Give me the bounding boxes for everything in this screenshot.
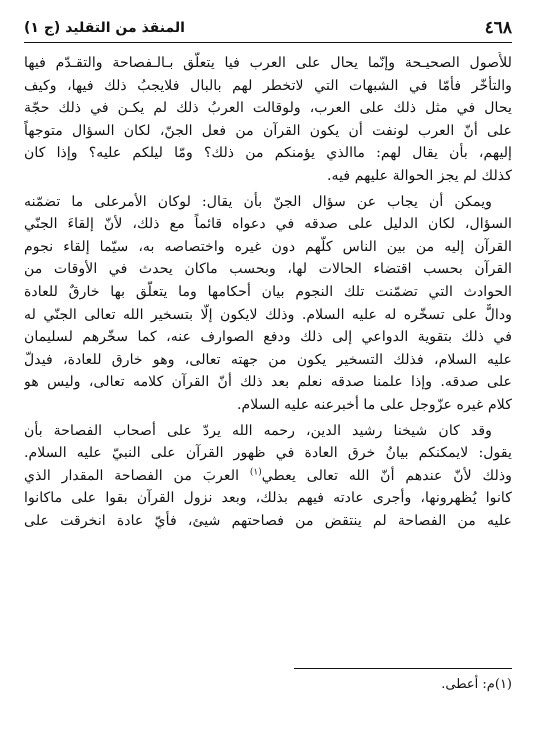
text-line: كذلك لم يجز الحوالة عليهم فيه. (327, 167, 512, 184)
text-line: ويمكن أن يجاب عن سؤال الجنّ بأن يقال: لوكان الأمرعلى ما تضمّنه (24, 193, 492, 210)
text-line: السؤال، لكان الدليل على صدقه في دعواه قائماً مع ذلك، لأنّ إلقاءَ الجنّي (24, 216, 512, 233)
book-page (24, 12, 512, 722)
paragraph-2 (24, 191, 512, 417)
text-line: يقول: لايمكنكم بيانُ خرق العادة في ظهور القرآن على النبيّ عليه السلام. (24, 445, 512, 462)
text-line: عليه السلام، فذلك التسخير يكون من جهته تعالى، وهو خارق للعادة، فيدلّ (24, 351, 512, 368)
page-number: ٤٦٨ (484, 18, 512, 38)
header-rule (24, 42, 512, 43)
line-segment: وذلك لأنّ عندهم أنّ الله تعالى يعطي$^{(١)}$ العربَ من الفصاحة المقدار الذي (24, 466, 512, 484)
text-line: كلام غيره عزّوجل على ما أخبرعنه عليه السلام. (236, 396, 512, 413)
text-line: القرآن إليه من بين الناس كلّهم دون غيره واختصاصه به، سيّما إلقاء نجوم (24, 238, 512, 255)
text-line: إليهم، بأن يقال لهم: ماالذي يؤمنكم من ذلك؟ ومّا ليلكم عليه؟ وإذا كان (24, 145, 512, 162)
text-line: على صدقه. وإذا علمنا صدقه نعلم بعد ذلك أنّ القرآن كلامه تعالى، وليس هو (24, 374, 512, 391)
footnote: (١)م: أعطى. (441, 677, 512, 692)
paragraph-1 (24, 52, 512, 188)
footnote-marker: (١) (249, 466, 262, 477)
running-title: المنقذ من التقليد (ج ١) (24, 20, 185, 36)
paragraph-3 (24, 420, 512, 533)
text-line: عليه من الفصاحة لم ينتقض من فصاحتهم شيئ، فأيّ عادة انخرقت على (24, 512, 512, 529)
text-line: الحوادث التي تضمّنت تلك النجوم بيان أحكامها وما يتعلّق بها خارقٌ للعادة (24, 283, 512, 300)
text-line-with-footnote (24, 465, 512, 488)
text-line: والتأخّر فأمّا في الشبهات التي لاتخطر لهم بالبال فلايجبُ ذلك فيها، وكيف (24, 77, 512, 94)
text-line: في ذلك بتقوية الدواعي إلى ذلك ودفع الصوارف عنه، كما سخّرهم لسليمان (24, 329, 512, 346)
text-line: للأُصول الصحيـحة وإنّما يحال على العرب فيا يتعلّق بـالـفصاحة والتقـدّم فيها (24, 55, 512, 71)
text-line: وقد كان شيخنا رشيد الدين، رحمه الله يردّ على أصحاب الفصاحة بأن (24, 422, 492, 439)
footnote-rule (294, 668, 512, 669)
text-line: القرآن بحسب اقتضاء الحالات لها، وبحسب ماكان يحدث في الأوقات من (24, 261, 512, 278)
text-line: كانوا يُظهرونها، وأجرى عادته فيهم بذلك، وبعد نزول القرآن بقوا على ماكانوا (24, 490, 512, 507)
text-line: على أنّ العرب لونفت أن يكون القرآن من فعل الجنّ، لكان السؤال متوجهاً (24, 122, 512, 139)
page-header (24, 12, 512, 40)
body-text (24, 52, 512, 532)
text-line: يحال في مثل ذلك على العرب، ولوقالت العربُ ذلك لم يكـن في ذلك حجّة (24, 100, 512, 117)
text-line: ودالٌّ على تسخّره له عليه السلام. وذلك لايكون إلّا بتسخير الله تعالى الجنّي له (24, 306, 512, 323)
